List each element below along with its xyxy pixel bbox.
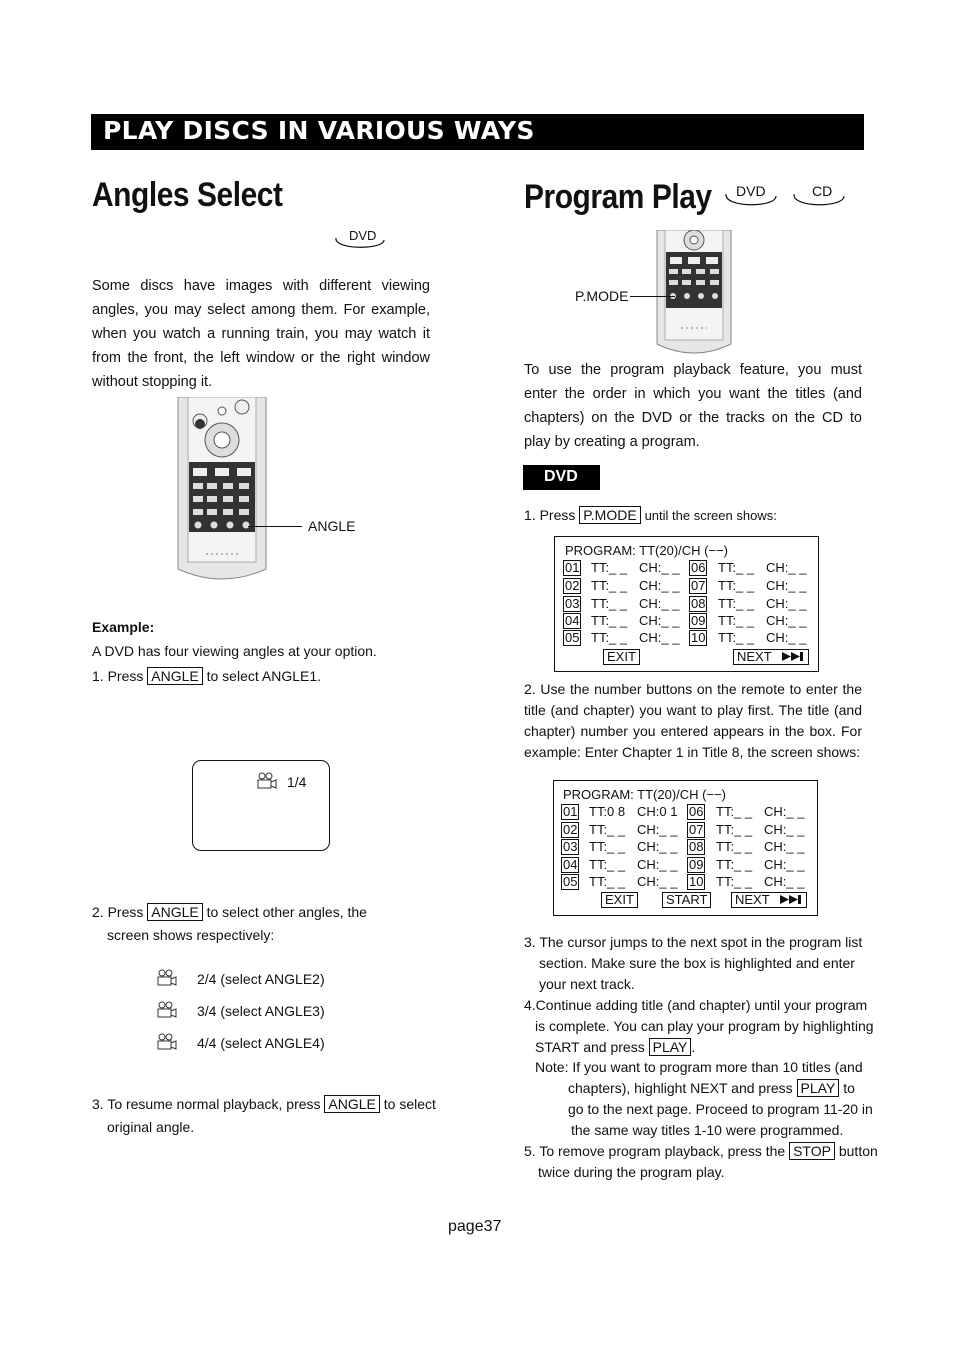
slot-number: 01: [565, 560, 580, 575]
slot-chapter: CH:_ _: [764, 839, 805, 854]
angle-item-label: 2/4 (select ANGLE2): [197, 971, 325, 987]
slot-chapter: CH:_ _: [639, 613, 680, 628]
step5-pre: 5. To remove program playback, press the: [524, 1143, 786, 1159]
angle-step-3-line2: original angle.: [107, 1119, 195, 1135]
program-row: [555, 560, 818, 577]
slot-chapter: CH:_ _: [637, 839, 678, 854]
play-key-box: PLAY: [797, 1079, 840, 1097]
program-row: [555, 630, 818, 647]
remote-icon: [655, 230, 733, 356]
slot-title: TT:_ _: [716, 822, 753, 837]
program-intro: To use the program playback feature, you must enter the order in which you want the titles (and chapters) on the DVD or the tracks on the CD to play by creating a program.: [524, 362, 862, 450]
dvd-badge: [332, 226, 388, 256]
program-step-2: 2. Use the number buttons on the remote to enter the title (and chapter) you want to play first. The title (and chapter) number you entered appears in the box. For example: Enter Chapter 1 in Title 8, the screen shows:: [524, 681, 862, 760]
slot-number: 04: [563, 857, 578, 872]
slot-number: 08: [691, 596, 706, 611]
slot-title: TT:_ _: [716, 804, 753, 819]
program-row: [554, 822, 817, 839]
slot-number: 07: [689, 822, 704, 837]
remote-control-image: [176, 397, 268, 583]
program-row: [555, 613, 818, 630]
slot-chapter: CH:_ _: [639, 630, 680, 645]
osd-angle-value: 1/4: [287, 774, 307, 790]
slot-title: TT:_ _: [718, 613, 755, 628]
step1-post: until the screen shows:: [644, 508, 777, 523]
angles-intro: Some discs have images with different viewing angles, you may select among them. For example, when you watch a running train, you may watch it from the front, the left window or the right window without stopping it.: [92, 278, 430, 390]
program-step-3: [524, 932, 862, 995]
slot-number: 04: [565, 613, 580, 628]
next-button[interactable]: [731, 892, 807, 908]
angle-key-box: ANGLE: [147, 903, 202, 921]
cd-badge: [790, 182, 848, 212]
step1-pre: 1. Press: [92, 668, 144, 684]
section-banner: [91, 114, 864, 150]
slot-title: TT:_ _: [718, 578, 755, 593]
note-line: Note: If you want to program more than 10 titles (and: [535, 1059, 863, 1075]
slot-number: 06: [691, 560, 706, 575]
angle-callout-line: [248, 526, 302, 527]
slot-number: 05: [565, 630, 580, 645]
cd-badge-label: CD: [812, 183, 833, 199]
slot-number: 02: [563, 822, 578, 837]
angle-key-box: ANGLE: [147, 667, 202, 685]
slot-title: TT:_ _: [718, 630, 755, 645]
slot-title: TT:_ _: [716, 839, 753, 854]
program-row: [554, 839, 817, 856]
slot-title: TT:_ _: [591, 630, 628, 645]
step3-line: your next track.: [539, 976, 635, 992]
step4-line: 4.Continue adding title (and chapter) until your program: [524, 997, 868, 1013]
slot-chapter: CH:_ _: [639, 560, 680, 575]
slot-title: TT:_ _: [718, 596, 755, 611]
slot-chapter: CH:_ _: [766, 560, 807, 575]
program-row: [555, 596, 818, 613]
slot-title: TT:_ _: [589, 857, 626, 872]
example-heading: Example:: [92, 619, 155, 635]
slot-chapter: CH:_ _: [639, 578, 680, 593]
slot-title: TT:_ _: [591, 613, 628, 628]
exit-button[interactable]: EXIT: [603, 649, 640, 665]
step4-post: .: [691, 1039, 696, 1055]
slot-number: 03: [563, 839, 578, 854]
next-track-icon: [779, 894, 803, 905]
slot-number: 06: [689, 804, 704, 819]
next-label: NEXT: [737, 649, 772, 664]
slot-title: TT:_ _: [589, 839, 626, 854]
slot-number: 03: [565, 596, 580, 611]
slot-chapter: CH:_ _: [764, 857, 805, 872]
slot-chapter: CH:_ _: [766, 596, 807, 611]
program-row: [554, 804, 817, 821]
slot-number: 02: [565, 578, 580, 593]
angle-step-2-line2: screen shows respectively:: [107, 927, 275, 943]
camera-icon: [157, 1033, 177, 1051]
next-track-icon: [781, 651, 805, 662]
slot-chapter: CH:_ _: [764, 874, 805, 889]
angle-step-1: [92, 667, 321, 685]
osd-screen: [192, 760, 330, 851]
program-screen-2: [553, 780, 818, 916]
slot-number: 09: [691, 613, 706, 628]
slot-chapter: CH:_ _: [766, 630, 807, 645]
slot-number: 01: [563, 804, 578, 819]
slot-number: 07: [691, 578, 706, 593]
program-step-5: [524, 1141, 878, 1183]
step3-post: to select: [383, 1096, 436, 1112]
camera-icon: [157, 1001, 177, 1019]
step1-post: to select ANGLE1.: [206, 668, 322, 684]
slot-chapter: CH:0 1: [637, 804, 678, 819]
slot-number: 10: [691, 630, 706, 645]
pmode-callout-line: [630, 296, 675, 297]
dvd-section-tag: [523, 465, 600, 490]
step4-pre: START and press: [535, 1039, 645, 1055]
step5-line: [524, 1141, 878, 1162]
program-note: [535, 1057, 873, 1141]
slot-chapter: CH:_ _: [764, 804, 805, 819]
slot-number: 09: [689, 857, 704, 872]
slot-title: TT:_ _: [591, 560, 628, 575]
note-post: to: [843, 1080, 855, 1096]
exit-button[interactable]: EXIT: [601, 892, 638, 908]
remote-control-image: [655, 230, 733, 356]
slot-chapter: CH:_ _: [766, 578, 807, 593]
slot-chapter: CH:_ _: [637, 857, 678, 872]
camera-icon: [257, 772, 277, 790]
step3-line: 3. The cursor jumps to the next spot in the program list: [524, 934, 863, 950]
slot-number: 05: [563, 874, 578, 889]
dvd-badge-label: DVD: [736, 183, 766, 199]
angle-item-label: 4/4 (select ANGLE4): [197, 1035, 325, 1051]
program-step-1: [524, 506, 777, 524]
stop-key-box: STOP: [789, 1142, 835, 1160]
pmode-key-box: P.MODE: [579, 506, 640, 524]
slot-chapter: CH:_ _: [637, 874, 678, 889]
camera-icon: [157, 969, 177, 987]
slot-title: TT:_ _: [716, 874, 753, 889]
step2-post: to select other angles, the: [206, 904, 367, 920]
slot-title: TT:_ _: [589, 822, 626, 837]
angle-step-2: [92, 903, 367, 921]
note-line: [535, 1078, 873, 1099]
note-pre: chapters), highlight NEXT and press: [568, 1080, 793, 1096]
dvd-badge: [722, 182, 780, 212]
program-row: [554, 857, 817, 874]
page-number: page37: [448, 1218, 502, 1235]
slot-chapter: CH:_ _: [637, 822, 678, 837]
slot-title: TT:_ _: [591, 578, 628, 593]
slot-title: TT:_ _: [716, 857, 753, 872]
step5-line: twice during the program play.: [538, 1164, 725, 1180]
slot-number: 10: [689, 874, 704, 889]
program-screen-1: [554, 536, 819, 672]
angle-callout: ANGLE: [308, 518, 356, 534]
dvd-tag-label: DVD: [544, 468, 578, 485]
next-label: NEXT: [735, 892, 770, 907]
next-button[interactable]: [733, 649, 809, 665]
banner-title: PLAY DISCS IN VARIOUS WAYS: [103, 116, 535, 145]
note-line: the same way titles 1-10 were programmed.: [571, 1122, 844, 1138]
program-header: PROGRAM: TT(20)/CH (−−): [565, 543, 729, 558]
step5-post: button: [838, 1143, 878, 1159]
slot-title: TT:_ _: [718, 560, 755, 575]
example-text: A DVD has four viewing angles at your option.: [92, 643, 377, 659]
angles-select-title: Angles Select: [92, 176, 283, 214]
program-row: [555, 578, 818, 595]
slot-title: TT:_ _: [589, 874, 626, 889]
start-button[interactable]: START: [662, 892, 711, 908]
step2-pre: 2. Press: [92, 904, 144, 920]
dvd-badge-label: DVD: [349, 228, 377, 243]
slot-chapter: CH:_ _: [766, 613, 807, 628]
program-header: PROGRAM: TT(20)/CH (−−): [563, 787, 727, 802]
slot-title: TT:_ _: [591, 596, 628, 611]
program-play-title: Program Play: [524, 178, 712, 216]
step4-line: is complete. You can play your program by highlighting: [535, 1018, 874, 1034]
step3-pre: 3. To resume normal playback, press: [92, 1096, 321, 1112]
angle-item-label: 3/4 (select ANGLE3): [197, 1003, 325, 1019]
slot-number: 08: [689, 839, 704, 854]
step4-line: [524, 1037, 874, 1058]
angle-key-box: ANGLE: [324, 1095, 379, 1113]
slot-chapter: CH:_ _: [639, 596, 680, 611]
slot-chapter: CH:_ _: [764, 822, 805, 837]
remote-icon: [176, 397, 268, 583]
pmode-callout: P.MODE: [575, 288, 629, 304]
program-row: [554, 874, 817, 891]
play-key-box: PLAY: [649, 1038, 692, 1056]
angle-step-3: [92, 1095, 436, 1113]
program-step-4: [524, 995, 874, 1058]
note-line: go to the next page. Proceed to program 11-20 in: [568, 1101, 873, 1117]
slot-title: TT:0 8: [589, 804, 626, 819]
step3-line: section. Make sure the box is highlighted and enter: [539, 955, 855, 971]
step1-pre: 1. Press: [524, 507, 576, 523]
